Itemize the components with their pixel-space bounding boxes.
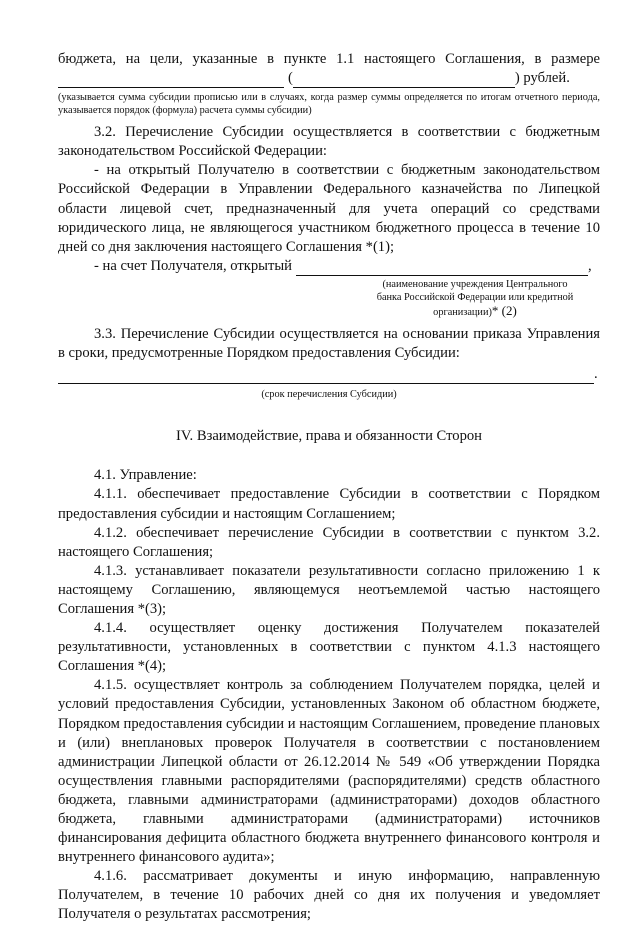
amount-open-paren: ( bbox=[288, 70, 293, 87]
term-period: . bbox=[594, 366, 598, 383]
paragraph-amount: бюджета, на цели, указанные в пункте 1.1 настоящего Соглашения, в размере bbox=[58, 51, 600, 67]
paragraph-4-1-6: 4.1.6. рассматривает документы и иную информацию, направленную Получателем, в течение 10 рабочих дней со дня их получения и уведомляет Получателя о результатах рассмотрения; bbox=[58, 868, 600, 923]
paragraph-3-3: 3.3. Перечисление Субсидии осуществляется на основании приказа Управления в сроки, предусмотренные Порядком предоставления Субсидии: bbox=[58, 325, 600, 362]
bank-name-blank bbox=[296, 261, 588, 276]
paragraph-3-2-b bbox=[58, 257, 600, 276]
amount-close-rubles: ) рублей. bbox=[514, 70, 570, 87]
footnote-bank-line3: организации)* (2) bbox=[433, 302, 517, 318]
paragraph-4-1-2: 4.1.2. обеспечивает перечисление Субсидии в соответствии с пунктом 3.2. настоящего Соглашения; bbox=[58, 524, 600, 560]
amount-blank bbox=[58, 73, 284, 88]
paragraph-4-1-1: 4.1.1. обеспечивает предоставление Субсидии в соответствии с Порядком предоставления субсидии и настоящим Соглашением; bbox=[58, 486, 600, 522]
paragraph-4-1-5: 4.1.5. осуществляет контроль за соблюдением Получателем порядка, целей и условий предоставления Субсидии, установленных Законом об областном бюджете, Порядком предоставления субсидии и настоящим Соглашением, проведение плановых и (или) внеплановых проверок Получателя в соответствии с постановлением администрации Липецкой области от 26.12.2014 № 549 «Об утверждении Порядка осуществления главными распорядителями (распорядителями) средств областного бюджета, главными администраторами (администраторами) доходов областного бюджета, главными администраторами (администраторами) источников финансирования дефицита областного бюджета внутреннего финансового контроля и внутреннего финансового аудита»; bbox=[58, 677, 601, 866]
paragraph-4-1-4: 4.1.4. осуществляет оценку достижения Получателем показателей результативности, установленных в соответствии с пунктом 4.1.3 настоящего Соглашения *(4); bbox=[58, 620, 600, 675]
paragraph-3-2: 3.2. Перечисление Субсидии осуществляется в соответствии с бюджетным законодательством Российской Федерации: bbox=[58, 124, 600, 160]
amount-line bbox=[58, 69, 600, 88]
account-label: - на счет Получателя, открытый bbox=[94, 257, 292, 274]
term-blank bbox=[58, 369, 594, 384]
footnote-bank bbox=[350, 278, 600, 319]
footnote-bank-line1: (наименование учреждения Центрального bbox=[382, 278, 568, 290]
document-page bbox=[58, 50, 600, 925]
footnote-term: (срок перечисления Субсидии) bbox=[261, 389, 397, 401]
footnote-ref-2: * (2) bbox=[491, 302, 517, 318]
amount-words-blank bbox=[293, 73, 515, 88]
term-line bbox=[58, 365, 600, 384]
footnote-amount: (указывается сумма субсидии прописью или в случаях, когда размер суммы определяется по итогам отчетного периода, указывается порядок (формула) расчета суммы субсидии) bbox=[58, 92, 600, 117]
paragraph-3-2-a: - на открытый Получателю в соответствии с бюджетным законодательством Российской Федерации в Управлении Федерального казначейства по Липецкой области лицевой счет, предназначенный для учета операций со средствами юридического лица, не являющегося участником бюджетного процесса в течение 10 дней со дня заключения настоящего Соглашения *(1); bbox=[58, 162, 600, 255]
paragraph-4-1-3: 4.1.3. устанавливает показатели результативности согласно приложению 1 к настоящему Соглашению, являющемуся неотъемлемой частью настоящего Соглашения *(3); bbox=[58, 562, 600, 617]
account-comma: , bbox=[587, 257, 592, 274]
footnote-bank-line2: банка Российской Федерации или кредитной bbox=[376, 291, 574, 303]
paragraph-4-1: 4.1. Управление: bbox=[94, 467, 197, 484]
section-heading-4: IV. Взаимодействие, права и обязанности Сторон bbox=[176, 428, 482, 445]
